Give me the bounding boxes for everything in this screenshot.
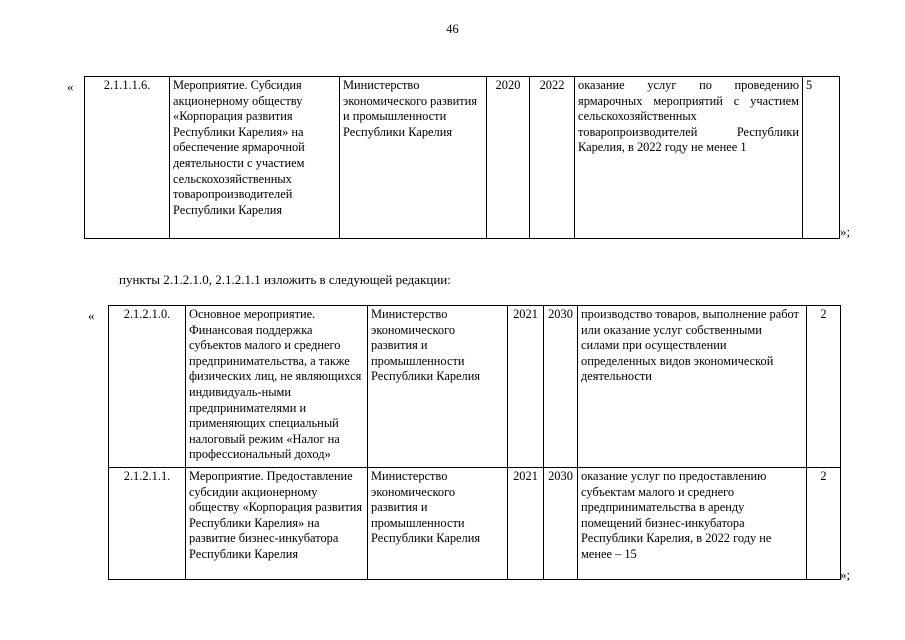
row-year-end: 2022 [530,77,575,239]
page-number: 46 [446,22,459,36]
table-1 [84,76,840,239]
row-year-end: 2030 [544,468,578,580]
row-code: 2.1.2.1.1. [109,468,186,580]
table-row [109,306,841,468]
table-row [85,77,840,239]
row-executor: Министерство экономического развития и промышленности Республики Карелия [368,468,508,580]
row-indicator: 5 [803,77,840,239]
row-name: Основное мероприятие. Финансовая поддержка субъектов малого и среднего предпринимательства, а также физических лиц, не являющихся индивидуаль-ными предпринимателями и применяющих специальный налоговый режим «Налог на профессиональный доход» [186,306,368,468]
row-result: производство товаров, выполнение работ или оказание услуг собственными силами при осуществлении определенных видов экономической деятельности [578,306,807,468]
row-year-end: 2030 [544,306,578,468]
row-indicator: 2 [807,306,841,468]
open-quote-1: « [67,79,74,94]
close-quote-1: »; [840,224,851,239]
row-result: оказание услуг по проведению ярмарочных мероприятий с участием сельскохозяйственных товаропроизводителей Республики Карелия, в 2022 году не менее 1 [575,77,803,239]
row-result: оказание услуг по предоставлению субъектам малого и среднего предпринимательства в аренду помещений бизнес-инкубатора Республики Карелия, в 2022 году не менее – 15 [578,468,807,580]
row-name: Мероприятие. Субсидия акционерному обществу «Корпорация развития Республики Карелия» на обеспечение ярмарочной деятельности с участием сельскохозяйственных товаропроизводителей Республики Карелия [170,77,340,239]
row-code: 2.1.1.1.6. [85,77,170,239]
row-year-start: 2020 [487,77,530,239]
row-year-start: 2021 [508,468,544,580]
row-code: 2.1.2.1.0. [109,306,186,468]
amendment-paragraph: пункты 2.1.2.1.0, 2.1.2.1.1 изложить в следующей редакции: [119,272,451,287]
close-quote-2: »; [840,567,851,582]
row-indicator: 2 [807,468,841,580]
open-quote-2: « [88,308,95,323]
row-year-start: 2021 [508,306,544,468]
row-executor: Министерство экономического развития и промышленности Республики Карелия [368,306,508,468]
table-row [109,468,841,580]
table-2 [108,305,841,580]
row-executor: Министерство экономического развития и промышленности Республики Карелия [340,77,487,239]
row-name: Мероприятие. Предоставление субсидии акционерному обществу «Корпорация развития Республики Карелия» на развитие бизнес-инкубатора Республики Карелия [186,468,368,580]
